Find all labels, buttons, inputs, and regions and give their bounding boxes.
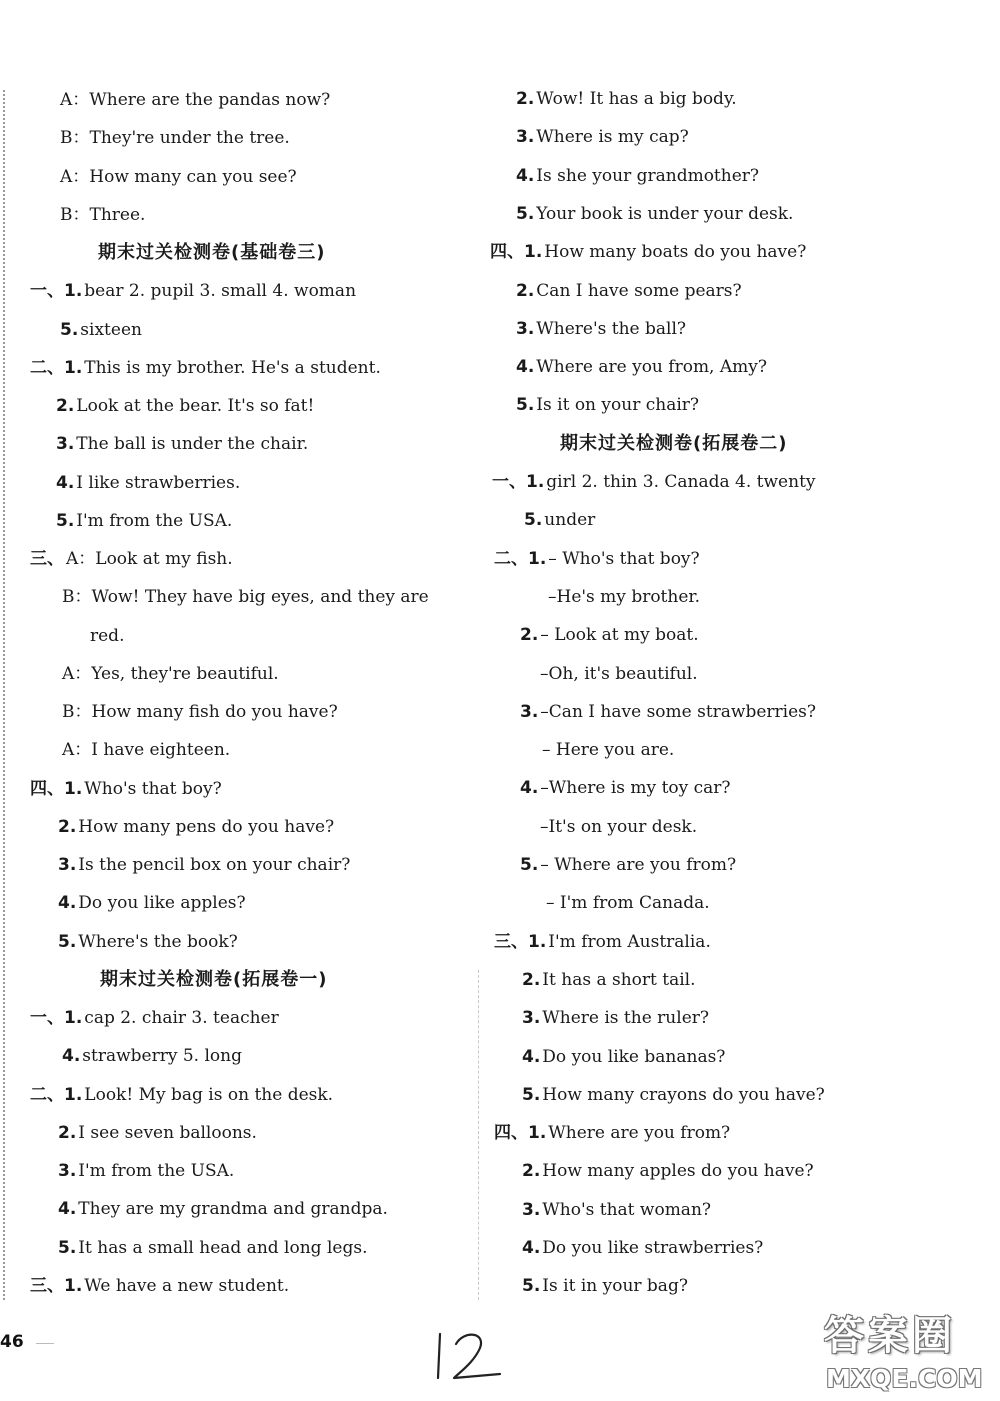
answer-line <box>522 1159 814 1183</box>
item-number: 4. <box>522 1046 541 1067</box>
item-number: 四、1. <box>30 778 83 799</box>
answer-line <box>520 853 736 877</box>
answer-text: Your book is under your desk. <box>536 203 794 224</box>
answer-line <box>30 356 381 380</box>
answer-line <box>56 509 232 533</box>
item-number: 四、1. <box>494 1123 547 1144</box>
answer-line <box>522 1083 825 1107</box>
item-number: 2. <box>58 816 77 837</box>
answer-line <box>30 1083 333 1107</box>
answer-line <box>494 930 711 954</box>
answer-line <box>520 776 731 800</box>
answer-text: under <box>544 510 596 531</box>
answer-text: A：Look at my fish. <box>66 549 233 569</box>
answer-text: The ball is under the chair. <box>76 434 309 455</box>
answer-text: Where are you from? <box>548 1123 731 1144</box>
item-number: 2. <box>58 1122 77 1143</box>
answer-line <box>30 547 233 571</box>
answer-line <box>516 164 759 188</box>
answer-text: How many crayons do you have? <box>542 1084 825 1105</box>
answer-text: red. <box>90 625 125 646</box>
item-number: 4. <box>58 893 77 914</box>
answer-line <box>520 700 816 724</box>
item-number: 3. <box>56 434 75 455</box>
answer-text: Wow! It has a big body. <box>536 89 737 109</box>
section-heading <box>98 241 325 265</box>
answer-line <box>58 853 350 877</box>
section-heading-text: 期末过关检测卷(基础卷三) <box>98 242 326 263</box>
answer-text: –Where is my toy car? <box>540 778 731 799</box>
answer-text: girl 2. thin 3. Canada 4. twenty <box>546 472 816 492</box>
answer-text: I'm from the USA. <box>78 1161 235 1181</box>
answer-text: I'm from Australia. <box>548 931 711 952</box>
answer-line <box>494 547 700 571</box>
answer-text: It has a short tail. <box>542 969 696 990</box>
answer-line <box>492 470 816 494</box>
item-number: 4. <box>58 1199 77 1220</box>
item-number: 5. <box>60 319 79 340</box>
answer-line <box>494 1121 730 1145</box>
answer-text: Can I have some pears? <box>536 280 742 301</box>
item-number: 3. <box>522 1008 541 1029</box>
item-number: 3. <box>516 127 535 148</box>
answer-text: – I'm from Canada. <box>546 893 710 914</box>
answer-text: Is she your grandmother? <box>536 165 760 186</box>
watermark-chars: 答案圈 <box>824 1313 956 1359</box>
answer-line <box>60 738 230 762</box>
answer-text: cap 2. chair 3. teacher <box>84 1008 279 1028</box>
item-number: 5. <box>58 931 77 952</box>
answer-text: Where's the ball? <box>536 318 687 339</box>
page-number-rule <box>36 1343 54 1344</box>
answer-line <box>522 1198 711 1222</box>
answer-text: –He's my brother. <box>548 586 701 607</box>
item-number: 二、1. <box>494 548 547 569</box>
answer-line <box>62 1044 242 1068</box>
page-number: 46 <box>0 1332 24 1352</box>
item-number: 4. <box>522 1238 541 1258</box>
answer-line <box>60 585 429 609</box>
section-heading-text: 期末过关检测卷(拓展卷一) <box>100 968 328 990</box>
answer-line <box>58 1159 234 1183</box>
answer-line <box>540 738 674 762</box>
answer-line <box>520 623 699 647</box>
answer-line <box>56 471 240 495</box>
item-number: 三、1. <box>494 931 547 952</box>
answer-text: Who's that woman? <box>542 1199 712 1220</box>
answer-line <box>538 662 698 686</box>
answer-text: I see seven balloons. <box>78 1122 257 1143</box>
item-number: 2. <box>522 1161 541 1182</box>
answer-text: How many boats do you have? <box>544 242 807 263</box>
item-number: 一、1. <box>492 472 545 492</box>
answer-text: – Who's that boy? <box>548 548 700 569</box>
answer-line <box>88 624 124 648</box>
item-number: 二、1. <box>30 357 83 378</box>
answer-text: Do you like strawberries? <box>542 1238 764 1258</box>
answer-line <box>60 662 279 686</box>
item-number: 2. <box>520 625 539 646</box>
answer-text: A：I have eighteen. <box>62 740 231 761</box>
answer-line <box>516 279 742 303</box>
item-number: 3. <box>522 1199 541 1220</box>
answer-line <box>58 1197 388 1221</box>
item-number: 3. <box>516 318 535 339</box>
answer-text: They are my grandma and grandpa. <box>78 1199 388 1220</box>
answer-text: I like strawberries. <box>76 472 241 493</box>
answer-text: We have a new student. <box>84 1275 290 1296</box>
item-number: 5. <box>522 1084 541 1105</box>
item-number: 4. <box>516 165 535 186</box>
answer-line <box>58 1121 257 1145</box>
item-number: 三、1. <box>30 1275 83 1296</box>
answer-line <box>516 355 767 379</box>
section-heading <box>560 432 787 456</box>
answer-text: –It's on your desk. <box>540 816 698 837</box>
answer-line <box>60 700 338 724</box>
item-number: 5. <box>522 1276 541 1297</box>
answer-line <box>522 1236 763 1260</box>
item-number: 一、1. <box>30 1008 83 1028</box>
answer-line <box>516 393 699 417</box>
item-number: 3. <box>58 855 77 875</box>
item-number: 5. <box>524 510 543 531</box>
column-divider <box>478 970 479 1300</box>
answer-text: Where's the book? <box>78 931 238 952</box>
item-number: 2. <box>516 89 535 109</box>
answer-text: How many pens do you have? <box>78 816 335 837</box>
answer-text: A：Where are the pandas now? <box>60 90 331 110</box>
answer-text: Look at the bear. It's so fat! <box>76 396 315 416</box>
answer-line <box>30 1006 279 1030</box>
item-number: 2. <box>56 396 75 416</box>
answer-line <box>544 891 710 915</box>
answer-line <box>490 240 806 264</box>
answer-text: sixteen <box>80 319 142 340</box>
answer-line <box>516 125 689 149</box>
answer-text: – Look at my boat. <box>540 625 699 646</box>
watermark-logo <box>818 1310 998 1400</box>
answer-line <box>60 318 142 342</box>
answer-line <box>516 202 793 226</box>
item-number: 4. <box>516 357 535 378</box>
answer-line <box>56 432 308 456</box>
item-number: 三、 <box>30 549 64 569</box>
answer-text: – Where are you from? <box>540 855 737 875</box>
answer-text: How many apples do you have? <box>542 1161 814 1182</box>
answer-line <box>30 1274 289 1298</box>
answer-line <box>546 585 700 609</box>
answer-line <box>516 87 737 111</box>
answer-line <box>538 815 697 839</box>
item-number: 3. <box>58 1161 77 1181</box>
answer-line <box>58 930 238 954</box>
answer-text: – Here you are. <box>542 740 675 761</box>
answer-line <box>56 394 314 418</box>
section-heading-text: 期末过关检测卷(拓展卷二) <box>560 432 788 454</box>
answer-text: Who's that boy? <box>84 778 222 799</box>
left-binding-edge <box>3 90 5 1300</box>
answer-line <box>58 891 246 915</box>
answer-line <box>516 317 686 341</box>
item-number: 5. <box>516 203 535 224</box>
answer-text: I'm from the USA. <box>76 510 233 531</box>
answer-text: B：Three. <box>60 204 146 225</box>
item-number: 四、1. <box>490 242 543 263</box>
answer-line <box>58 203 145 227</box>
item-number: 2. <box>522 969 541 990</box>
answer-line <box>30 279 356 303</box>
answer-text: Is it in your bag? <box>542 1276 688 1297</box>
answer-line <box>522 1006 709 1030</box>
answer-line <box>524 508 595 532</box>
answer-text: This is my brother. He's a student. <box>84 357 381 378</box>
watermark-url: MXQE.COM <box>826 1364 983 1393</box>
answer-text: A：Yes, they're beautiful. <box>62 663 279 684</box>
answer-text: Is the pencil box on your chair? <box>78 855 351 875</box>
answer-text: strawberry 5. long <box>82 1046 242 1067</box>
answer-line <box>58 88 330 112</box>
answer-line <box>58 126 290 150</box>
answer-text: B：They're under the tree. <box>60 128 290 149</box>
item-number: 5. <box>516 395 535 416</box>
answer-text: Where is the ruler? <box>542 1008 709 1029</box>
item-number: 二、1. <box>30 1084 83 1105</box>
item-number: 5. <box>520 855 539 875</box>
answer-line <box>522 968 696 992</box>
answer-text: Where are you from, Amy? <box>536 357 767 378</box>
answer-line <box>58 165 297 189</box>
item-number: 4. <box>56 472 75 493</box>
answer-text: B：Wow! They have big eyes, and they are <box>62 587 429 608</box>
answer-text: Look! My bag is on the desk. <box>84 1084 334 1105</box>
item-number: 一、1. <box>30 281 83 302</box>
answer-line <box>522 1045 725 1069</box>
answer-text: A：How many can you see? <box>60 166 297 187</box>
answer-text: Where is my cap? <box>536 127 689 148</box>
handwritten-mark <box>420 1328 510 1384</box>
item-number: 4. <box>62 1046 81 1067</box>
answer-line <box>58 815 334 839</box>
answer-text: bear 2. pupil 3. small 4. woman <box>84 281 357 302</box>
item-number: 5. <box>56 510 75 531</box>
answer-line <box>30 777 222 801</box>
answer-line <box>58 1236 367 1260</box>
answer-text: It has a small head and long legs. <box>78 1237 368 1258</box>
item-number: 4. <box>520 778 539 799</box>
item-number: 5. <box>58 1237 77 1258</box>
section-heading <box>100 968 327 992</box>
answer-text: Do you like apples? <box>78 893 246 914</box>
item-number: 3. <box>520 701 539 722</box>
answer-text: B：How many fish do you have? <box>62 702 338 722</box>
answer-text: –Can I have some strawberries? <box>540 701 817 722</box>
answer-line <box>522 1274 688 1298</box>
answer-text: –Oh, it's beautiful. <box>540 663 698 684</box>
answer-text: Is it on your chair? <box>536 395 700 416</box>
item-number: 2. <box>516 280 535 301</box>
answer-text: Do you like bananas? <box>542 1046 726 1067</box>
